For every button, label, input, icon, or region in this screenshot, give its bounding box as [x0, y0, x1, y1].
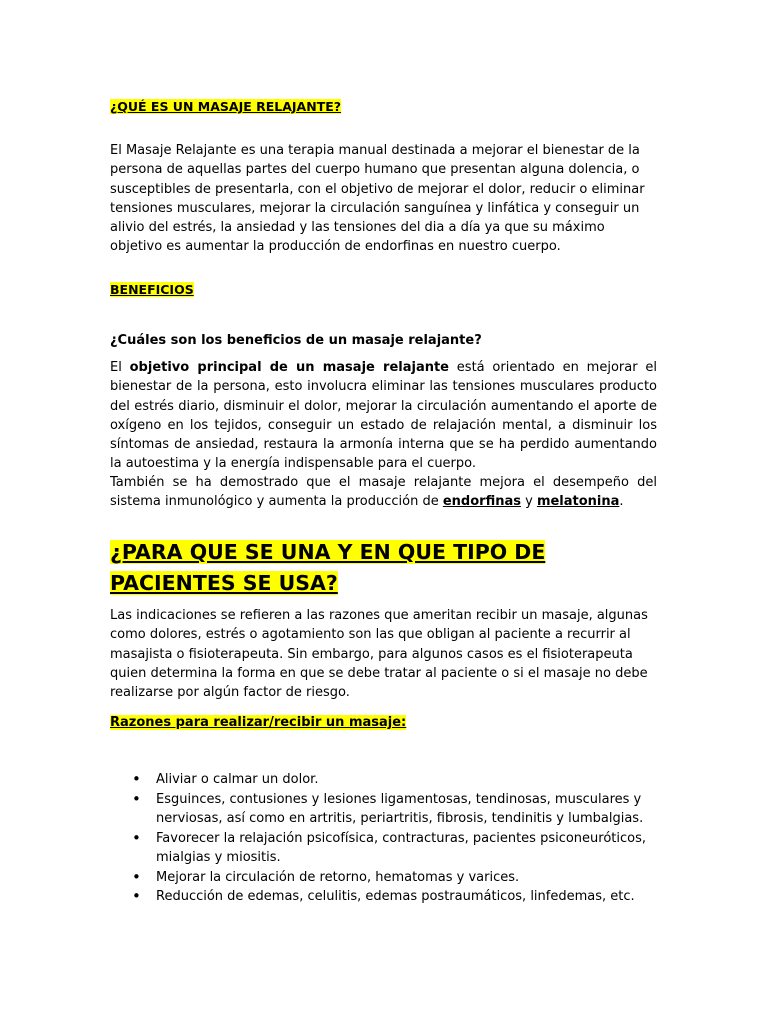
list-item: • Reducción de edemas, celulitis, edemas postraumáticos, linfedemas, etc.	[110, 887, 670, 907]
section-heading-pacientes: ¿PARA QUE SE UNA Y EN QUE TIPO DE PACIENTES SE USA?	[110, 540, 546, 595]
section-heading-masaje-relajante: ¿QUÉ ES UN MASAJE RELAJANTE?	[110, 99, 342, 114]
paragraph-objetivo: El objetivo principal de un masaje relajante está orientado en mejorar el bienestar de la persona, esto involucra eliminar las tensiones musculares producto del estrés diario, disminuir el dolor, mejorar la circulación aumentando el aporte de oxígeno en los tejidos, conseguir un estado de relajación mental, a disminuir los síntomas de ansiedad, restaura la armonía interna que se ha perdido aumentando la autoestima y la energía indispensable para el cuerpo.	[110, 360, 657, 472]
reasons-heading: Razones para realizar/recibir un masaje:	[110, 715, 407, 730]
list-item: • Esguinces, contusiones y lesiones ligamentosas, tendinosas, musculares y nerviosas, así como en artritis, periartritis, fibrosis, tendinitis y lumbalgias.	[110, 790, 670, 829]
link-melatonina[interactable]: melatonina	[536, 494, 620, 510]
reasons-list	[110, 770, 670, 907]
subheading-beneficios-question: ¿Cuáles son los beneficios de un masaje relajante?	[110, 333, 482, 348]
bold-objetivo-principal: objetivo principal de un masaje relajante	[129, 360, 449, 375]
list-item: • Favorecer la relajación psicofísica, contracturas, pacientes psiconeuróticos, mialgias y miositis.	[110, 829, 670, 868]
paragraph-definition: El Masaje Relajante es una terapia manual destinada a mejorar el bienestar de la persona de aquellas partes del cuerpo humano que presentan alguna dolencia, o susceptibles de presentarla, con el objetivo de mejorar el dolor, reducir o eliminar tensiones musculares, mejorar la circulación sanguínea y linfática y conseguir un alivio del estrés, la ansiedad y las tensiones del dia a día ya que su máximo objetivo es aumentar la producción de endorfinas en nuestro cuerpo.	[110, 143, 645, 255]
section-heading-beneficios: BENEFICIOS	[110, 282, 194, 297]
paragraph-indicaciones: Las indicaciones se refieren a las razones que ameritan recibir un masaje, algunas como dolores, estrés o agotamiento son las que obligan al paciente a recurrir al masajista o fisioterapeuta. Sin embargo, para algunos casos es el fisioterapeuta quien determina la forma en que se debe tratar al paciente o si el masaje no debe realizarse por algún factor de riesgo.	[110, 608, 648, 701]
list-item: • Aliviar o calmar un dolor.	[110, 770, 670, 790]
list-item: • Mejorar la circulación de retorno, hematomas y varices.	[110, 868, 670, 888]
link-endorfinas[interactable]: endorfinas	[442, 494, 521, 510]
paragraph-sistema-inmunologico: También se ha demostrado que el masaje relajante mejora el desempeño del sistema inmunológico y aumenta la producción de endorfinas y melatonina.	[110, 475, 657, 510]
